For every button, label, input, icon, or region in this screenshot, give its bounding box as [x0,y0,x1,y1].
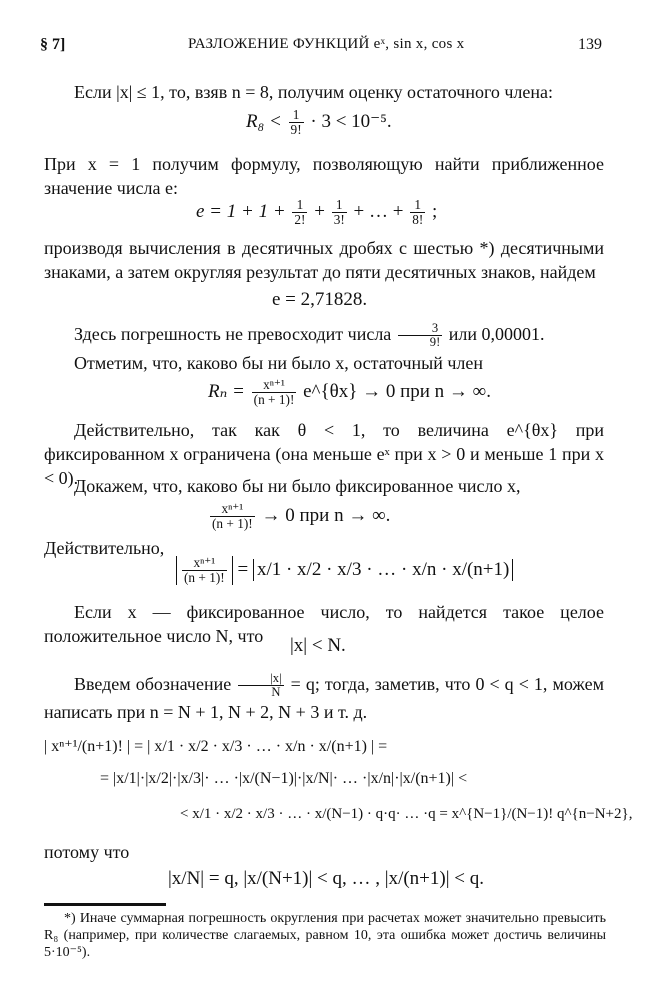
eq2-end: ; [432,200,438,222]
eq1-tail: · 3 < 10⁻⁵. [310,110,392,132]
eq2-f3-den: 8! [412,211,424,227]
eq2-f3-num: 1 [410,198,425,213]
equation-8-line-1: | xⁿ⁺¹/(n+1)! | = | x/1 · x/2 · x/3 · … · x/n · x/(n+1) | = [44,738,388,755]
paragraph-8: Действительно, [44,538,165,558]
eq4-den: (n + 1)! [253,391,295,407]
paragraph-3: производя вычисления в десятичных дробях с шестью *) десятичными знаками, а затем округляя результат до пяти десятичных знаков, найдем [44,238,604,282]
eq4-num: xⁿ⁺¹ [252,378,297,393]
paragraph-1: Если |x| ≤ 1, то, взяв n = 8, получим оценку остаточного члена: [74,82,554,102]
p10-text-b: = q; тогда, заметив, что 0 < q < 1, можем написать при n = N + 1, N + 2, N + 3 и т. д. [44,674,604,722]
eq6-lhs-fraction [182,556,227,585]
eq4-fraction [252,378,297,407]
p10-fraction [238,672,283,699]
paragraph-10 [44,672,604,724]
footnote: *) Иначе суммарная погрешность округления при расчетах может значительно превысить R₈ (например, при количестве слагаемых, равном 10, эта ошибка может достичь величины 5·10⁻⁵). [44,911,606,960]
eq4-tail: e^{θx} → 0 при n → ∞. [303,380,491,402]
eq2-f1-den: 2! [294,211,306,227]
p10-den: N [271,685,281,700]
eq5-den: (n + 1)! [212,515,253,531]
p4-text-b: или 0,00001. [448,324,545,344]
eq6-equals: = [237,558,249,580]
eq2-f2-num: 1 [332,198,347,213]
eq2-f1-num: 1 [292,198,307,213]
paragraph-11: потому что [44,842,130,862]
equation-7: |x| < N. [290,635,346,656]
page-number: 139 [578,36,602,53]
equation-4 [208,378,491,407]
equation-8-line-2: = |x/1|·|x/2|·|x/3|· … ·|x/(N−1)|·|x/N|· … ·|x/n|·|x/(n+1)| < [100,770,468,787]
eq1-den: 9! [290,121,302,137]
eq2-lead: e = 1 + 1 + [196,200,286,222]
equation-1 [246,108,392,137]
eq5-num: xⁿ⁺¹ [210,502,255,517]
eq2-fraction-1 [292,198,307,227]
equation-9: |x/N| = q, |x/(N+1)| < q, … , |x/(n+1)| < q. [168,868,484,889]
p4-fraction [398,322,443,349]
eq2-plus: + [314,200,325,222]
eq1-fraction [289,108,304,137]
eq5-fraction [210,502,255,531]
eq2-f2-den: 3! [333,211,345,227]
eq6-lhs-num: xⁿ⁺¹ [182,556,227,571]
paragraph-6: Действительно, так как θ < 1, то величина e^{θx} при фиксированном x ограничена (она меньше eˣ при x > 0 и меньше 1 при x < 0). [44,420,604,488]
p10-num: |x| [238,672,283,686]
paragraph-5: Отметим, что, каково бы ни было x, остаточный член [74,353,484,373]
equation-2 [196,198,437,227]
eq6-lhs [176,556,233,585]
eq1-num: 1 [289,108,304,123]
p4-text-a: Здесь погрешность не превосходит числа [74,324,392,344]
p4-num: 3 [398,322,443,336]
equation-5 [208,502,390,531]
p10-text-a: Введем обозначение [74,674,232,694]
eq2-mid: + … + [353,200,404,222]
paragraph-4 [44,322,604,350]
section-number: § 7] [40,36,66,53]
eq2-fraction-2 [332,198,347,227]
eq6-lhs-den: (n + 1)! [184,569,225,585]
eq6-rhs: x/1 · x/2 · x/3 · … · x/n · x/(n+1) [253,559,513,581]
eq4-lead: Rₙ = [208,380,245,402]
paragraph-9: Если x — фиксированное число, то найдется такое целое положительное число N, что [44,602,604,646]
equation-3: e = 2,71828. [272,289,368,310]
running-title: РАЗЛОЖЕНИЕ ФУНКЦИЙ eˣ, sin x, cos x [188,36,465,52]
eq2-fraction-3 [410,198,425,227]
eq1-r: R₈ < [246,110,282,132]
equation-6 [176,556,513,585]
paragraph-2: При x = 1 получим формулу, позволяющую найти приближенное значение числа e: [44,154,604,198]
footnote-rule [44,903,166,906]
paragraph-7: Докажем, что, каково бы ни было фиксированное число x, [74,476,521,496]
p4-den: 9! [429,335,441,350]
equation-8-line-3: < x/1 · x/2 · x/3 · … · x/(N−1) · q·q· … ·q = x^{N−1}/(N−1)! q^{n−N+2}, [180,806,633,822]
eq5-tail: → 0 при n → ∞. [261,504,391,526]
